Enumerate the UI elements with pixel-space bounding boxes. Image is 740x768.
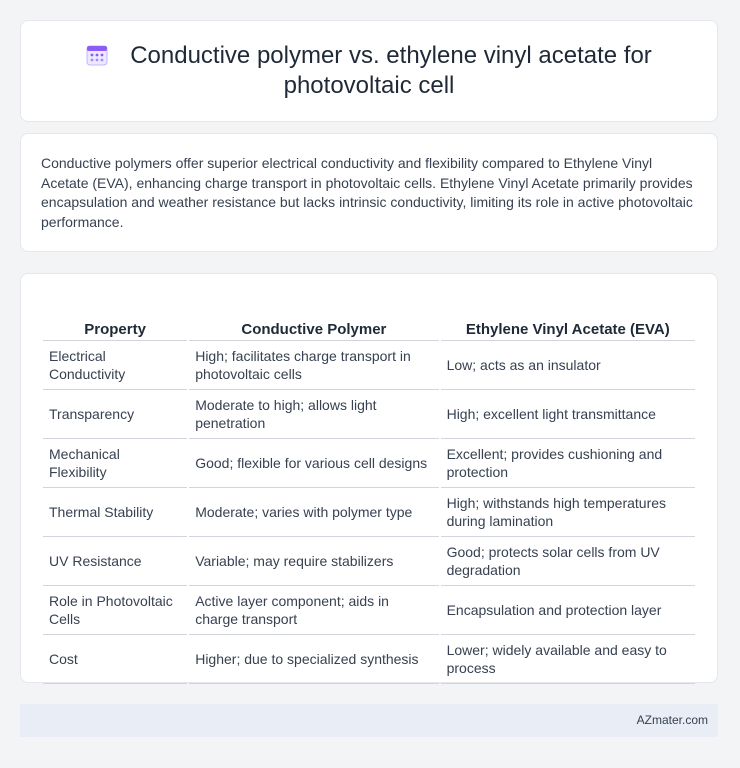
comparison-table xyxy=(41,294,697,684)
calendar-icon xyxy=(86,44,108,66)
row-conductive-polymer: Variable; may require stabilizers xyxy=(189,537,438,586)
table-row xyxy=(43,488,695,537)
row-conductive-polymer: Higher; due to specialized synthesis xyxy=(189,635,438,684)
row-conductive-polymer: Good; flexible for various cell designs xyxy=(189,439,438,488)
row-property: Cost xyxy=(43,635,187,684)
intro-paragraph: Conductive polymers offer superior electrical conductivity and flexibility compared to Ethylene Vinyl Acetate (EVA), enhancing charge transport in photovoltaic cells. Ethylene Vinyl Acetate primarily provides encapsulation and weather resistance but lacks intrinsic conductivity, limiting its role in active photovoltaic performance. xyxy=(41,155,693,230)
page-title xyxy=(21,41,717,101)
comparison-table-card xyxy=(20,273,718,683)
row-eva: Excellent; provides cushioning and protection xyxy=(441,439,695,488)
row-property: Thermal Stability xyxy=(43,488,187,537)
table-row xyxy=(43,439,695,488)
table-row xyxy=(43,390,695,439)
table-row xyxy=(43,586,695,635)
row-eva: Low; acts as an insulator xyxy=(441,341,695,390)
row-eva: Good; protects solar cells from UV degradation xyxy=(441,537,695,586)
row-eva: Encapsulation and protection layer xyxy=(441,586,695,635)
header-conductive-polymer: Conductive Polymer xyxy=(189,294,438,341)
row-eva: High; withstands high temperatures during lamination xyxy=(441,488,695,537)
row-property: Electrical Conductivity xyxy=(43,341,187,390)
row-conductive-polymer: Moderate; varies with polymer type xyxy=(189,488,438,537)
page-title-text: Conductive polymer vs. ethylene vinyl acetate for photovoltaic cell xyxy=(130,42,652,99)
footer-brand[interactable]: AZmater.com xyxy=(636,713,708,727)
row-property: Mechanical Flexibility xyxy=(43,439,187,488)
title-card xyxy=(20,20,718,122)
table-row xyxy=(43,537,695,586)
table-header-row xyxy=(43,294,695,341)
table-row xyxy=(43,635,695,684)
row-eva: Lower; widely available and easy to process xyxy=(441,635,695,684)
intro-card xyxy=(20,133,718,252)
table-row xyxy=(43,341,695,390)
row-eva: High; excellent light transmittance xyxy=(441,390,695,439)
footer xyxy=(20,704,718,737)
row-conductive-polymer: Moderate to high; allows light penetration xyxy=(189,390,438,439)
row-property: UV Resistance xyxy=(43,537,187,586)
row-property: Transparency xyxy=(43,390,187,439)
row-property: Role in Photovoltaic Cells xyxy=(43,586,187,635)
row-conductive-polymer: High; facilitates charge transport in photovoltaic cells xyxy=(189,341,438,390)
row-conductive-polymer: Active layer component; aids in charge transport xyxy=(189,586,438,635)
header-eva: Ethylene Vinyl Acetate (EVA) xyxy=(441,294,695,341)
header-property: Property xyxy=(43,294,187,341)
